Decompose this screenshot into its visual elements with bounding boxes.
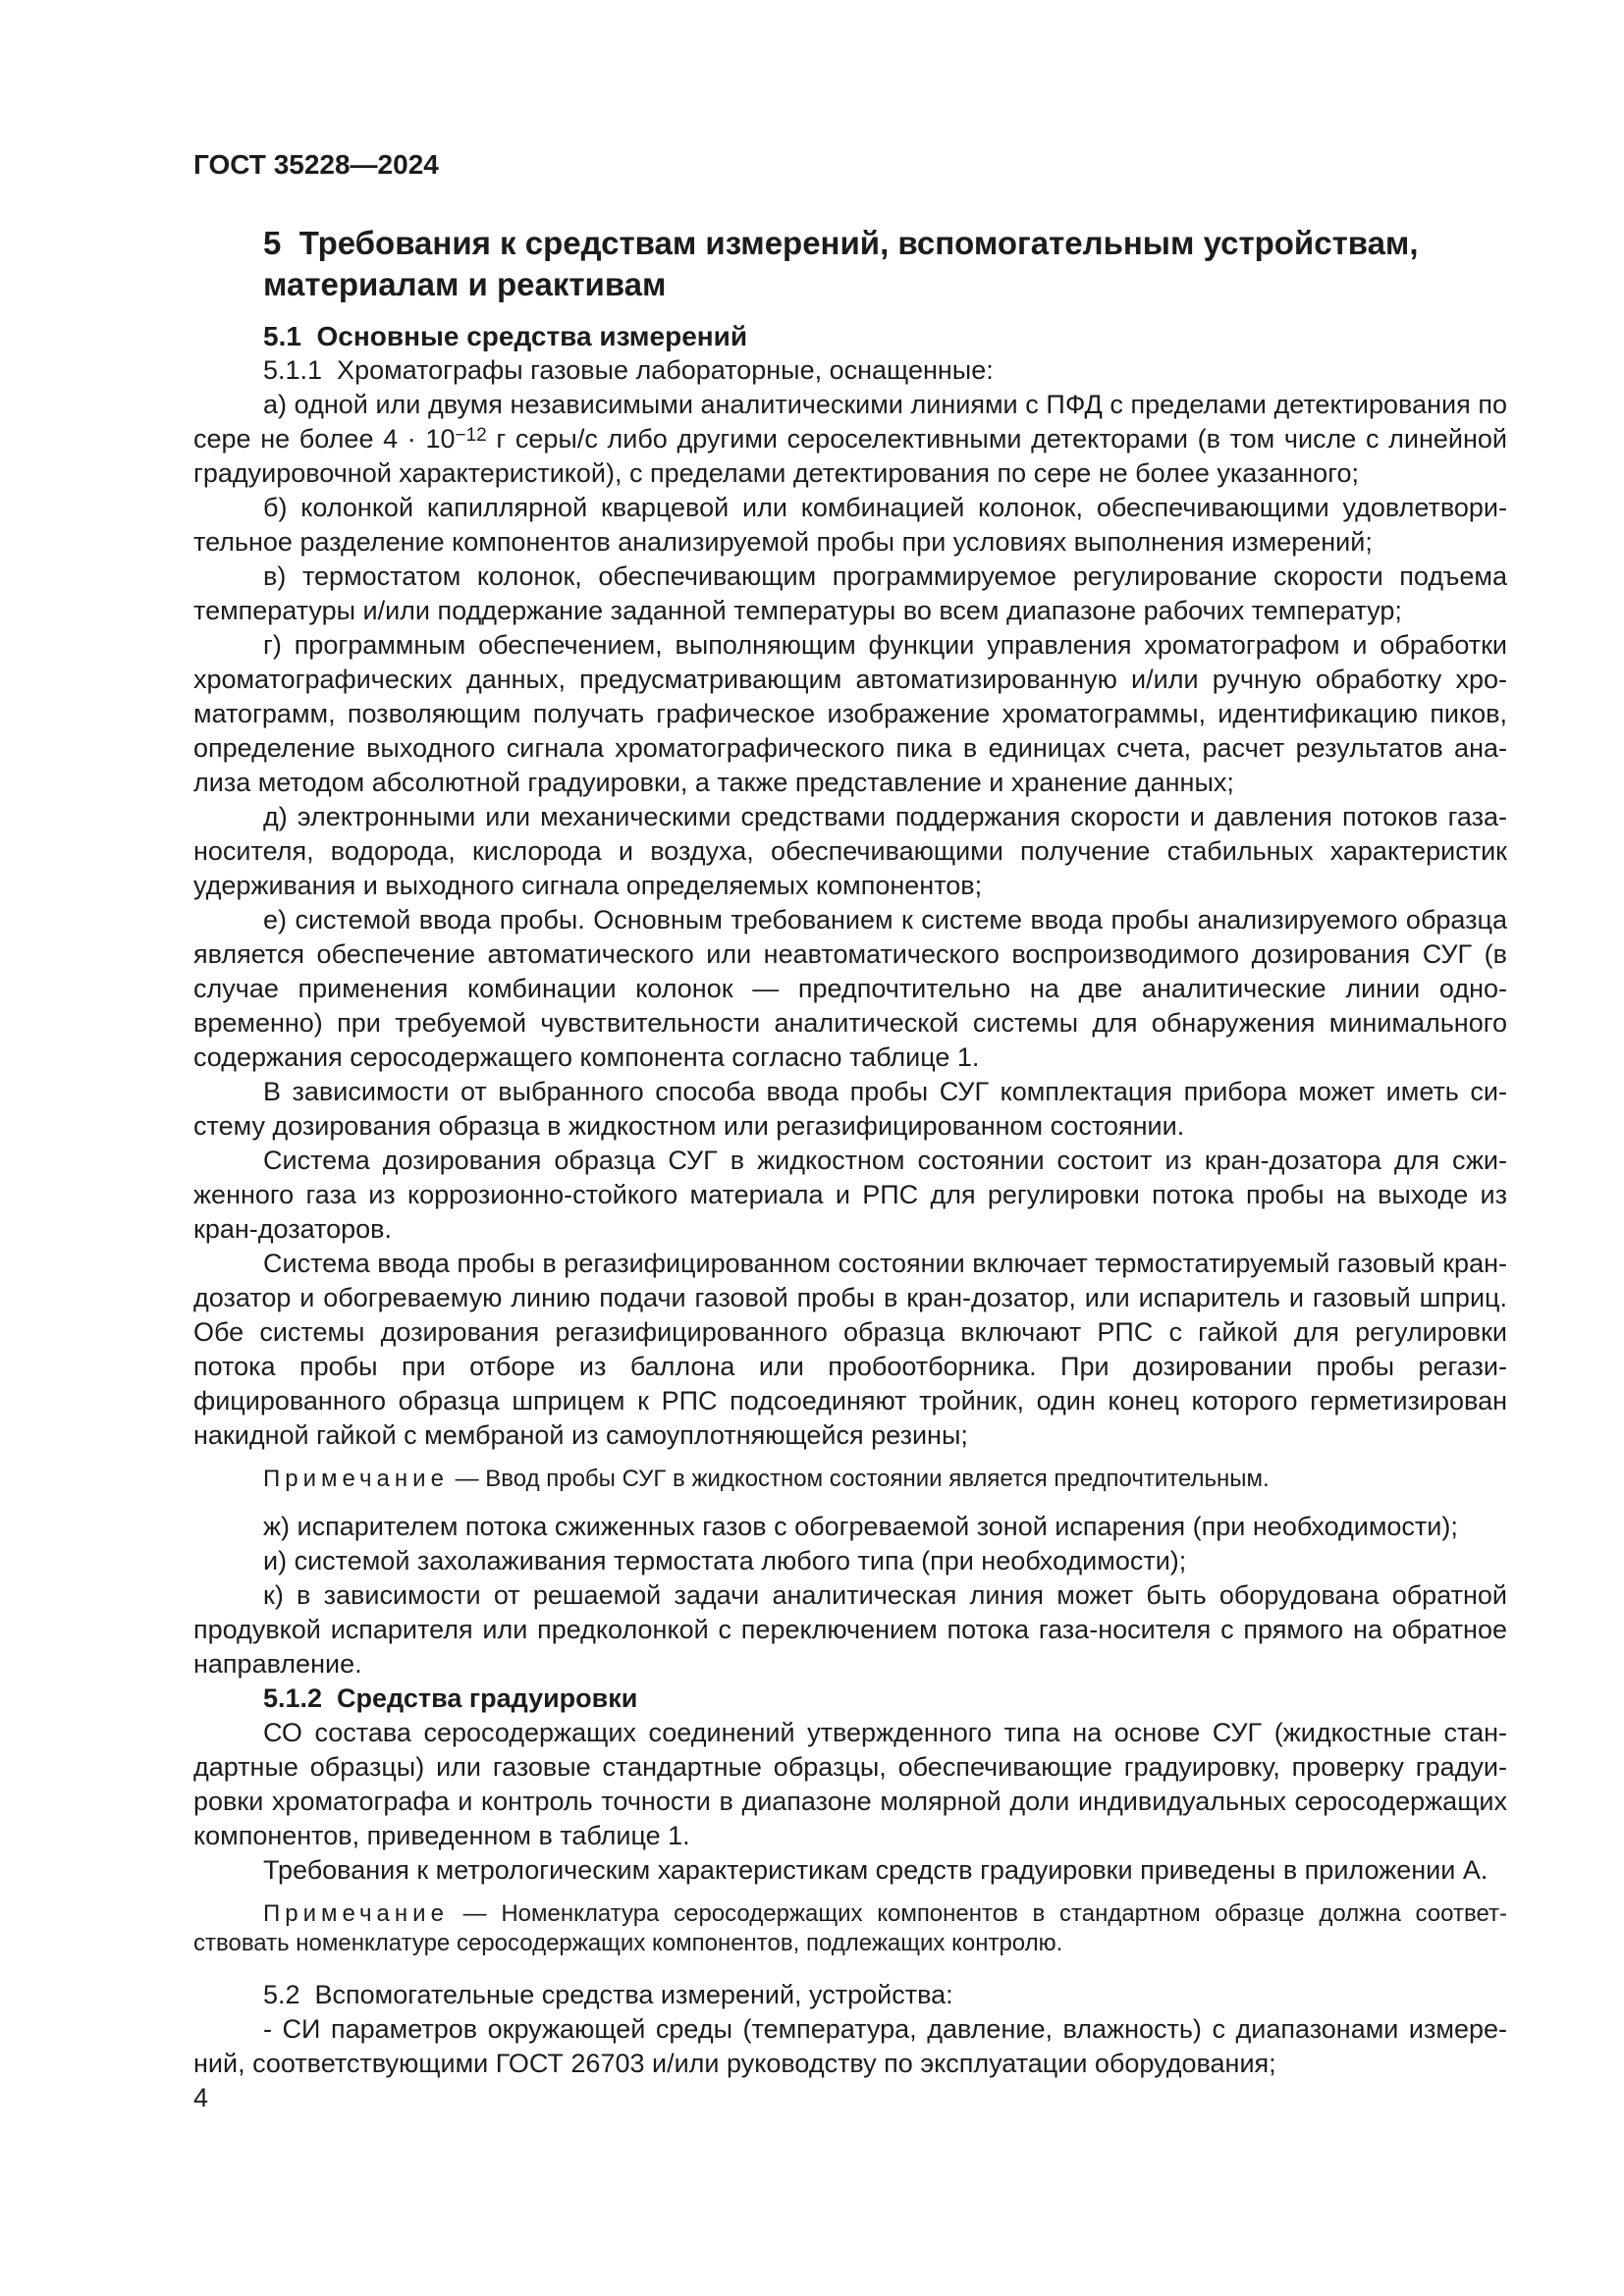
note-2	[193, 1899, 1507, 1958]
para-5-1-1: 5.1.1 Хроматографы газовые лабораторные, оснащенные:	[263, 355, 994, 385]
exponent: −12	[455, 425, 487, 446]
document-code-header: ГОСТ 35228—2024	[193, 149, 439, 180]
subsection-5-1-2-heading: 5.1.2 Средства градуировки	[263, 1683, 638, 1713]
subsection-5-1-heading: 5.1 Основные средства измерений	[263, 321, 748, 351]
para-5-2: 5.2 Вспомогательные средства измерений, устройства:	[263, 1980, 953, 2009]
list-item-k: к) в зависимости от решаемой задачи аналитическая линия может быть оборудована обратной продувкой испарителя или предколонкой с переключением потока газа-носителя с прямого на обратное направление.	[193, 1580, 1507, 1679]
note-2-label: Примечание	[263, 1900, 449, 1927]
note-2-text: — Номенклатура серосодержащих компонентов в стандартном образце должна соответствовать номенклатуре серосодержащих компонентов, подлежащих контролю.	[193, 1900, 1507, 1956]
para-5-1-2-requirements: Требования к метрологическим характеристикам средств градуировки приведены в приложении А.	[263, 1855, 1489, 1885]
list-item-d: д) электронными или механическими средствами поддержания скорости и давления потоков газа-носителя, водорода, кислорода и воздуха, обеспечивающими получение стабильных характеристик удерживания и выходного сигнала определяемых компонентов;	[193, 802, 1507, 900]
list-item-g: г) программным обеспечением, выполняющим функции управления хроматографом и обработки хроматографических данных, предусматривающим автоматизированную и/или ручную обработку хроматограмм, позволяющим получать графическое изображение хроматограммы, идентификацию пиков, определение выходного сигнала хроматографического пика в единицах счета, расчет результатов анализа методом абсолютной градуировки, а также представление и хранение данных;	[193, 630, 1507, 797]
para-5-1-2-standards: СО состава серосодержащих соединений утвержденного типа на основе СУГ (жидкостные стандартные образцы) или газовые стандартные образцы, обеспечивающие градуировку, проверку градуировки хроматографа и контроль точности в диапазоне молярной доли индивидуальных серосодержащих компонентов, приведенном в таблице 1.	[193, 1718, 1507, 1850]
para-system-choice: В зависимости от выбранного способа ввода пробы СУГ комплектация прибора может иметь систему дозирования образца в жидкостном или регазифицированном состоянии.	[193, 1077, 1507, 1141]
note-1-text: — Ввод пробы СУГ в жидкостном состоянии является предпочтительным.	[448, 1466, 1270, 1492]
list-item-a-text: а) одной или двумя независимыми аналитическими линиями с ПФД с пределами детектирования по сере не более 4 · 10	[193, 390, 1507, 454]
page-number: 4	[193, 2083, 209, 2112]
list-item-i: и) системой захолаживания термостата любого типа (при необходимости);	[263, 1546, 1187, 1575]
list-item-v: в) термостатом колонок, обеспечивающим программируемое регулирование скорости подъема температуры и/или поддержание заданной температуры во всем диапазоне рабочих температур;	[193, 561, 1507, 625]
list-item-e: е) системой ввода пробы. Основным требованием к системе ввода пробы анализируемого образца является обеспечение автоматического или неавтоматического воспроизводимого дозирования СУГ (в случае применения комбинации колонок — предпочтительно на две аналитические линии одновременно) при требуемой чувствительности аналитической системы для обнаружения минимального содержания серосодержащего компонента согласно таблице 1.	[193, 905, 1507, 1072]
list-item-a-text-cont: г серы/с либо другими сероселективными детекторами (в том числе с линейной градуировочной характеристикой), с пределами детектирования по сере не более указанного;	[193, 424, 1507, 488]
section-5-title: 5 Требования к средствам измерений, вспомогательным устройствам, материалам и реактивам	[263, 225, 1419, 302]
para-liquid-system: Система дозирования образца СУГ в жидкостном состоянии состоит из кран-дозатора для сжиженного газа из коррозионно-стойкого материала и РПС для регулировки потока пробы на выходе из кран-дозаторов.	[193, 1146, 1507, 1244]
note-1	[193, 1465, 1507, 1494]
list-item-b: б) колонкой капиллярной кварцевой или комбинацией колонок, обеспечивающими удовлетворительное разделение компонентов анализируемой пробы при условиях выполнения измерений;	[193, 493, 1507, 557]
list-item-zh: ж) испарителем потока сжиженных газов с обогреваемой зоной испарения (при необходимости);	[263, 1512, 1458, 1541]
list-item-si: - СИ параметров окружающей среды (температура, давление, влажность) с диапазонами измерений, соответствующими ГОСТ 26703 и/или руководству по эксплуатации оборудования;	[193, 2014, 1507, 2078]
list-item-a	[193, 388, 1507, 491]
para-regas-system: Система ввода пробы в регазифицированном состоянии включает термостатируемый газовый кран-дозатор и обогреваемую линию подачи газовой пробы в кран-дозатор, или испаритель и газовый шприц. Обе системы дозирования регазифицированного образца включают РПС с гайкой для регулировки потока пробы при отборе из баллона или пробоотборника. При дозировании пробы регазифицированного образца шприцем к РПС подсоединяют тройник, один конец которого герметизирован накидной гайкой с мембраной из самоуплотняющейся резины;	[193, 1249, 1507, 1450]
note-1-label: Примечание	[263, 1466, 449, 1492]
